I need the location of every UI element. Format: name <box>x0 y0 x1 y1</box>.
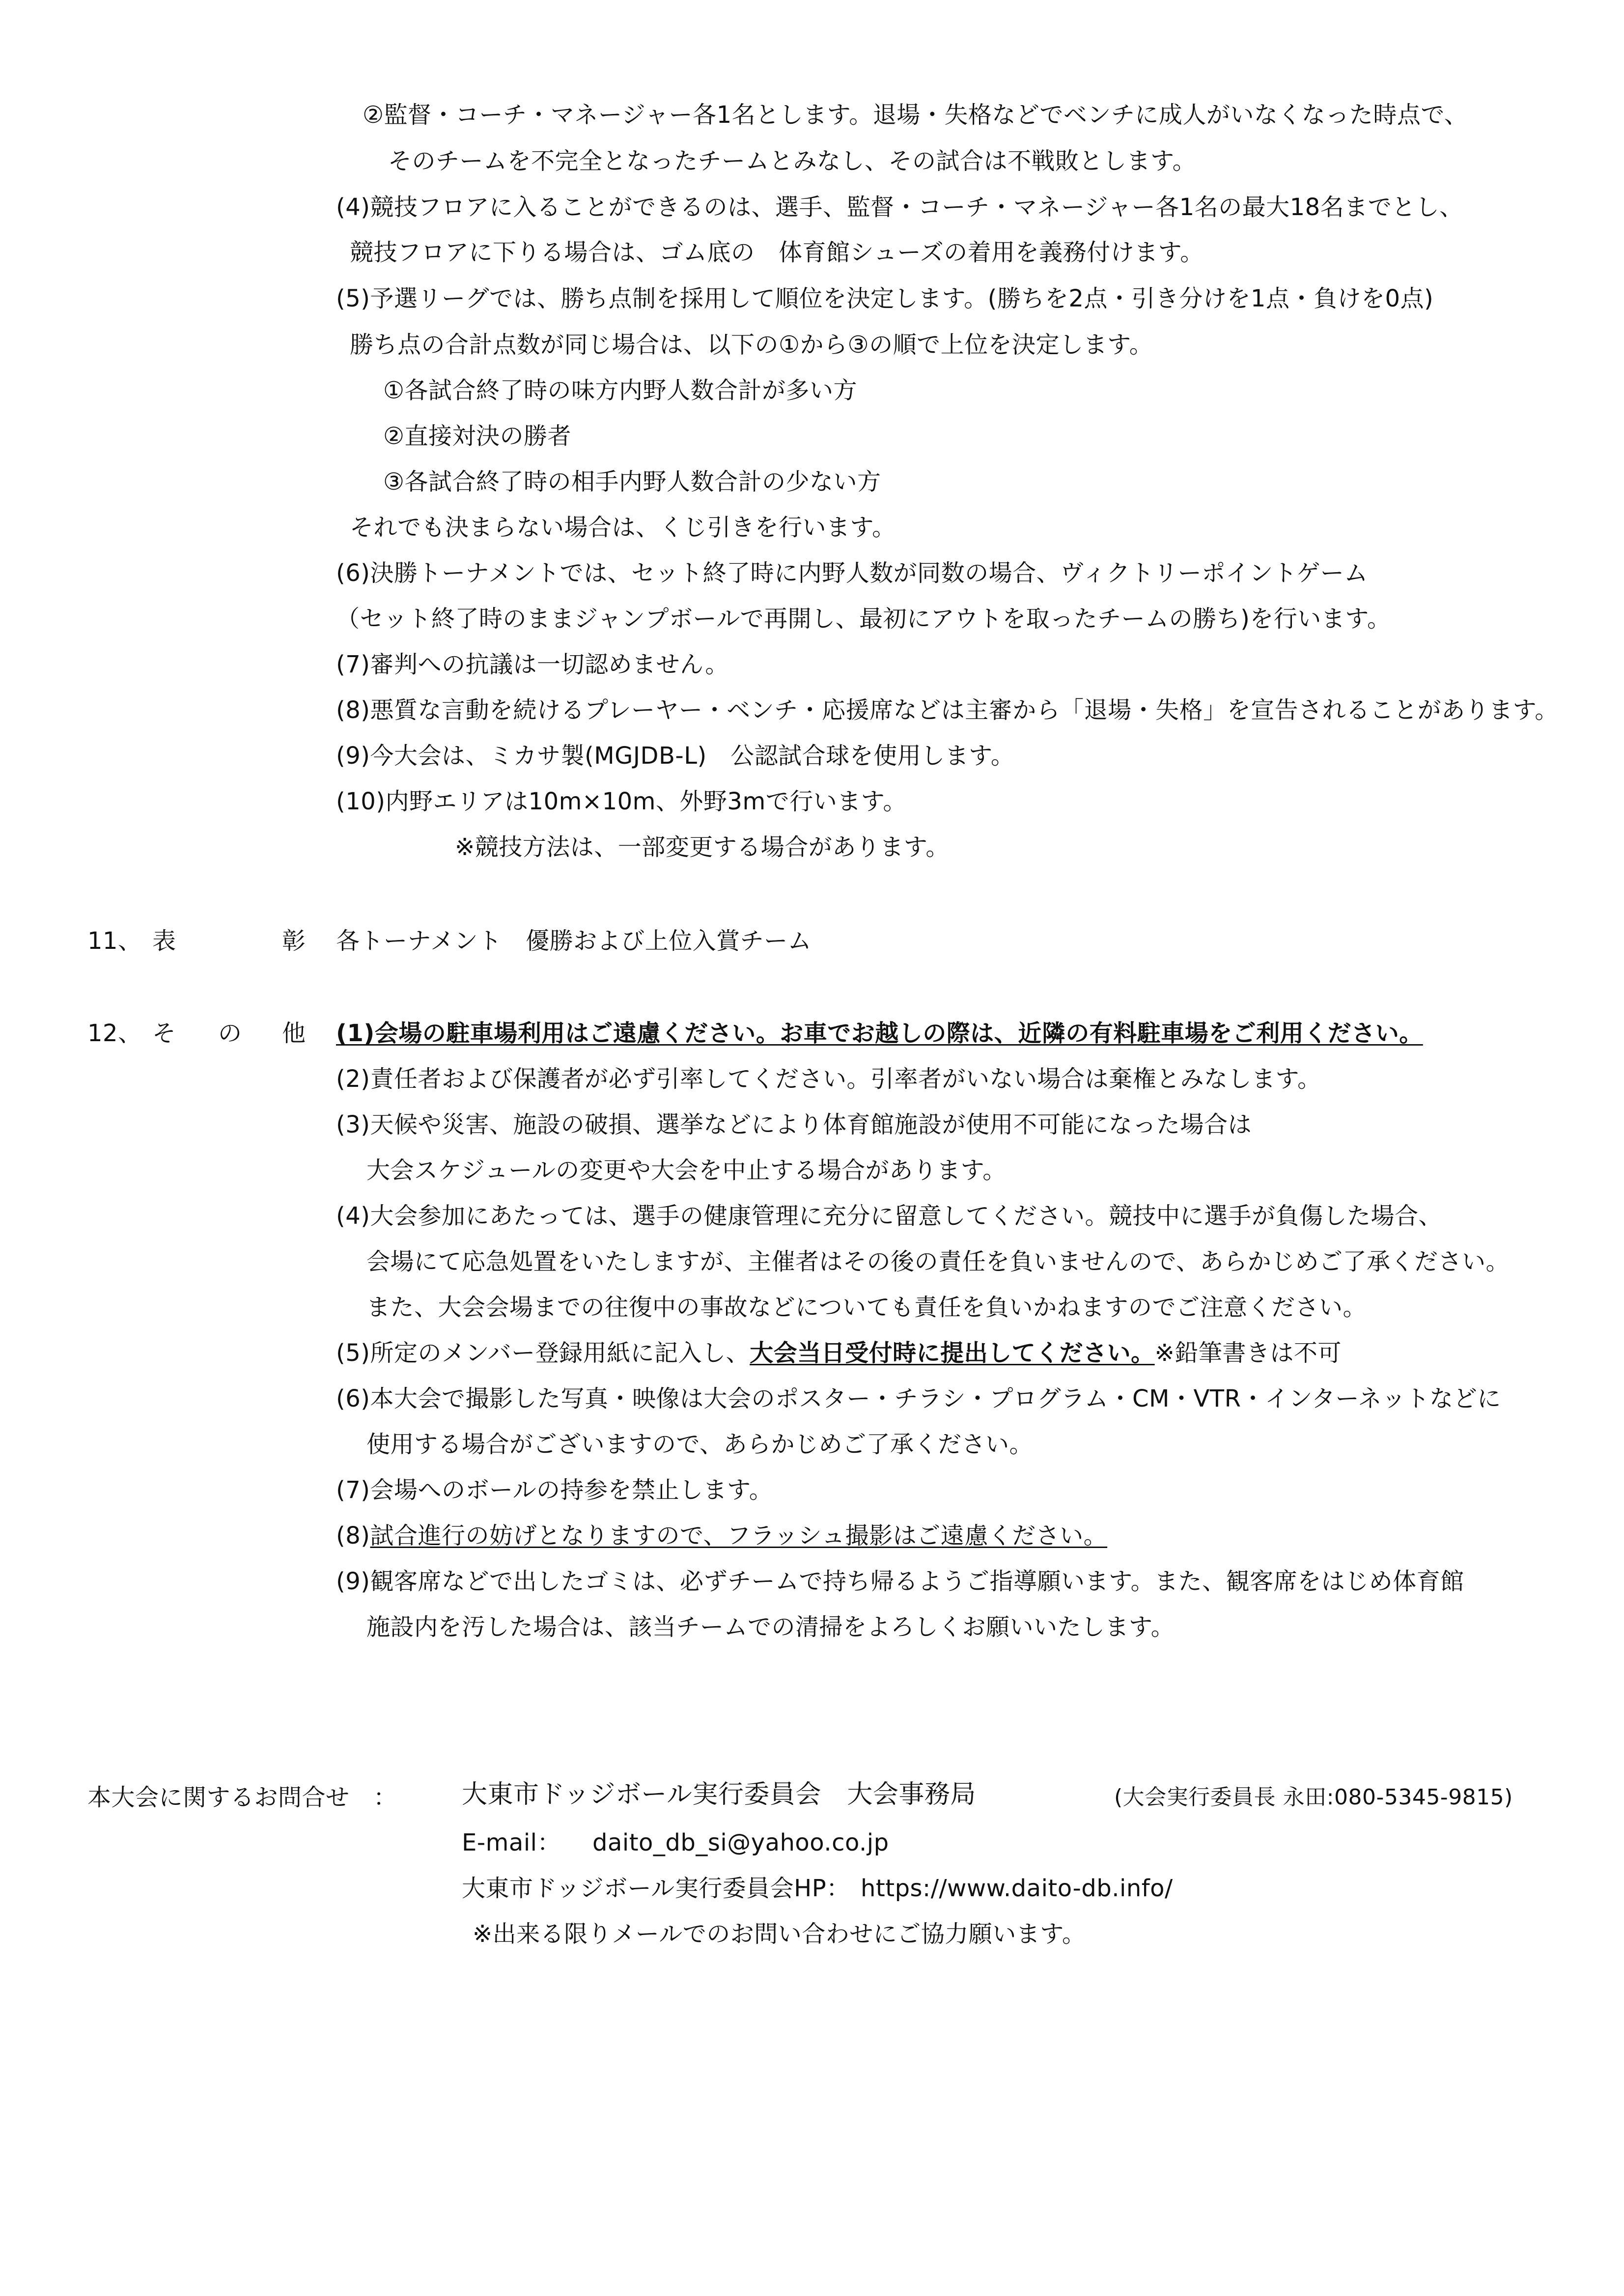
section-11-title-char-2: 彰 <box>282 927 306 955</box>
other-item-9-line-2: 施設内を汚した場合は、該当チームでの清掃をよろしくお願いいたします。 <box>366 1613 1175 1641</box>
section-11-number: 11、 <box>87 927 142 955</box>
rule-5-line-3: それでも決まらない場合は、くじ引きを行います。 <box>350 514 896 541</box>
rule-5-criterion-3: ③各試合終了時の相手内野人数合計の少ない方 <box>383 468 881 496</box>
contact-chairperson: (大会実行委員長 永田:080-5345-9815) <box>1114 1785 1513 1810</box>
other-item-8-emphasis: 試合進行の妨げとなりますので、フラッシュ撮影はご遠慮ください。 <box>370 1522 1108 1549</box>
other-item-9-line-1: (9)観客席などで出したゴミは、必ずチームで持ち帰るようご指導願います。また、観客席をはじめ体育館 <box>336 1568 1464 1595</box>
contact-organization: 大東市ドッジボール実行委員会 大会事務局 <box>462 1780 976 1809</box>
other-item-7: (7)会場へのボールの持参を禁止します。 <box>336 1476 773 1504</box>
other-item-5 <box>336 1338 1342 1368</box>
other-item-4-line-3: また、大会会場までの往復中の事故などについても責任を負いかねますのでご注意ください。 <box>366 1294 1367 1321</box>
other-item-4-line-1: (4)大会参加にあたっては、選手の健康管理に充分に留意してください。競技中に選手が負傷した場合、 <box>336 1202 1442 1230</box>
section-12-number: 12、 <box>87 1020 142 1047</box>
rule-5-criterion-1: ①各試合終了時の味方内野人数合計が多い方 <box>383 377 858 404</box>
rule-10: (10)内野エリアは10m×10m、外野3mで行います。 <box>336 788 907 815</box>
other-item-6-line-1: (6)本大会で撮影した写真・映像は大会のポスター・チラシ・プログラム・CM・VTR・インターネットなどに <box>336 1385 1501 1412</box>
contact-label: 本大会に関するお問合せ ： <box>87 1784 397 1811</box>
other-item-3-line-2: 大会スケジュールの変更や大会を中止する場合があります。 <box>366 1157 1007 1184</box>
rule-3-item-2-line-2: そのチームを不完全となったチームとみなし、その試合は不戦敗とします。 <box>388 147 1197 175</box>
other-item-4-line-2: 会場にて応急処置をいたしますが、主催者はその後の責任を負いませんので、あらかじめご了承ください。 <box>366 1248 1510 1275</box>
other-item-6-line-2: 使用する場合がございますので、あらかじめご了承ください。 <box>366 1431 1034 1458</box>
contact-homepage-url[interactable]: https://www.daito-db.info/ <box>861 1875 1173 1902</box>
rule-6-line-2: （セット終了時のままジャンプボールで再開し、最初にアウトを取ったチームの勝ち)を行います。 <box>336 605 1391 633</box>
contact-note: ※出来る限りメールでのお問い合わせにご協力願います。 <box>473 1920 1086 1948</box>
rule-5-line-2: 勝ち点の合計点数が同じ場合は、以下の①から③の順で上位を決定します。 <box>350 331 1153 359</box>
contact-email-label: E-mail： <box>462 1829 561 1856</box>
other-item-5-note: ※鉛筆書きは不可 <box>1154 1339 1342 1367</box>
contact-homepage-label: 大東市ドッジボール実行委員会HP： <box>462 1875 850 1902</box>
rules-note: ※競技方法は、一部変更する場合があります。 <box>455 833 950 861</box>
rule-4-line-2: 競技フロアに下りる場合は、ゴム底の 体育館シューズの着用を義務付けます。 <box>350 239 1204 266</box>
other-item-1-parking: (1)会場の駐車場利用はご遠慮ください。お車でお越しの際は、近隣の有料駐車場をご利用ください。 <box>336 1020 1423 1047</box>
other-item-2: (2)責任者および保護者が必ず引率してください。引率者がいない場合は棄権とみなします。 <box>336 1065 1321 1093</box>
rule-6-line-1: (6)決勝トーナメントでは、セット終了時に内野人数が同数の場合、ヴィクトリーポイントゲーム <box>336 559 1368 587</box>
rule-3-item-2-line-1: ②監督・コーチ・マネージャー各1名とします。退場・失格などでベンチに成人がいなくなった時点で、 <box>363 101 1468 129</box>
section-11-body: 各トーナメント 優勝および上位入賞チーム <box>336 927 812 955</box>
section-12-title-char-1: そ <box>152 1020 176 1047</box>
section-11-title-char-1: 表 <box>152 927 176 955</box>
section-12-title-char-2: の <box>218 1020 242 1047</box>
rule-8: (8)悪質な言動を続けるプレーヤー・ベンチ・応援席などは主審から「退場・失格」を宣告されることがあります。 <box>336 696 1559 724</box>
other-item-8-number: (8) <box>336 1522 370 1549</box>
rule-7: (7)審判への抗議は一切認めません。 <box>336 651 729 678</box>
section-12-title-char-3: 他 <box>282 1020 306 1047</box>
other-item-5-emphasis: 大会当日受付時に提出してください。 <box>750 1339 1155 1367</box>
other-item-8 <box>336 1521 1107 1550</box>
contact-email[interactable]: daito_db_si@yahoo.co.jp <box>592 1829 889 1856</box>
rule-5-line-1: (5)予選リーグでは、勝ち点制を採用して順位を決定します。(勝ちを2点・引き分けを1点・負けを0点) <box>336 285 1434 312</box>
rule-5-criterion-2: ②直接対決の勝者 <box>383 422 572 450</box>
other-item-5-text: (5)所定のメンバー登録用紙に記入し、 <box>336 1339 750 1367</box>
rule-4-line-1: (4)競技フロアに入ることができるのは、選手、監督・コーチ・マネージャー各1名の最大18名までとし、 <box>336 194 1463 221</box>
rule-9: (9)今大会は、ミカサ製(MGJDB-L) 公認試合球を使用します。 <box>336 742 1015 770</box>
other-item-3-line-1: (3)天候や災害、施設の破損、選挙などにより体育館施設が使用不可能になった場合は <box>336 1111 1252 1138</box>
